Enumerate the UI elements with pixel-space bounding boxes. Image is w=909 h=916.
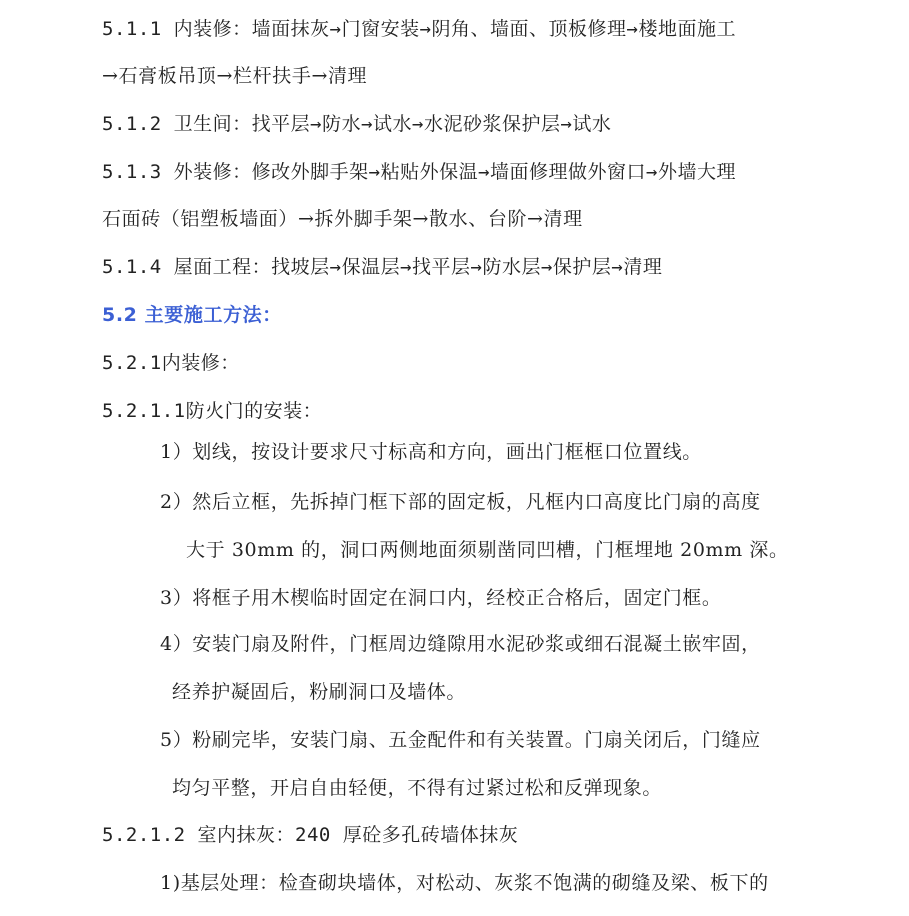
- text-line-5-1-1-cont: →石膏板吊顶→栏杆扶手→清理: [102, 65, 368, 87]
- list-item-5-cont: 均匀平整，开启自由轻便，不得有过紧过松和反弹现象。: [172, 777, 663, 799]
- list-item-5: 5）粉刷完毕，安装门扇、五金配件和有关装置。门扇关闭后，门缝应: [160, 729, 761, 751]
- text-line-5-2-1-2: 5.2.1.2 室内抹灰：240 厚砼多孔砖墙体抹灰: [102, 824, 519, 846]
- list-item-base-treatment: 1)基层处理：检查砌块墙体，对松动、灰浆不饱满的砌缝及梁、板下的: [160, 872, 769, 894]
- text-line-5-1-4: 5.1.4 屋面工程：找坡层→保温层→找平层→防水层→保护层→清理: [102, 256, 663, 278]
- text-line-5-1-2: 5.1.2 卫生间：找平层→防水→试水→水泥砂浆保护层→试水: [102, 113, 612, 135]
- list-item-4: 4）安装门扇及附件，门框周边缝隙用水泥砂浆或细石混凝土嵌牢固，: [160, 633, 761, 655]
- text-line-5-2-1: 5.2.1内装修：: [102, 352, 240, 374]
- list-item-3: 3）将框子用木楔临时固定在洞口内，经校正合格后，固定门框。: [160, 587, 722, 609]
- text-line-5-1-3: 5.1.3 外装修：修改外脚手架→粘贴外保温→墙面修理做外窗口→外墙大理: [102, 161, 736, 183]
- text-line-5-1-1: 5.1.1 内装修：墙面抹灰→门窗安装→阴角、墙面、顶板修理→楼地面施工: [102, 18, 736, 40]
- list-item-4-cont: 经养护凝固后，粉刷洞口及墙体。: [172, 681, 467, 703]
- list-item-2-cont: 大于 30mm 的，洞口两侧地面须剔凿同凹槽，门框埋地 20mm 深。: [186, 539, 789, 561]
- section-heading-5-2: 5.2 主要施工方法：: [102, 304, 282, 326]
- text-line-5-1-3-cont: 石面砖（铝塑板墙面）→拆外脚手架→散水、台阶→清理: [102, 208, 583, 230]
- list-item-2: 2）然后立框，先拆掉门框下部的固定板，凡框内口高度比门扇的高度: [160, 491, 761, 513]
- text-line-5-2-1-1: 5.2.1.1防火门的安装：: [102, 400, 323, 422]
- list-item-1: 1）划线，按设计要求尺寸标高和方向，画出门框框口位置线。: [160, 441, 702, 463]
